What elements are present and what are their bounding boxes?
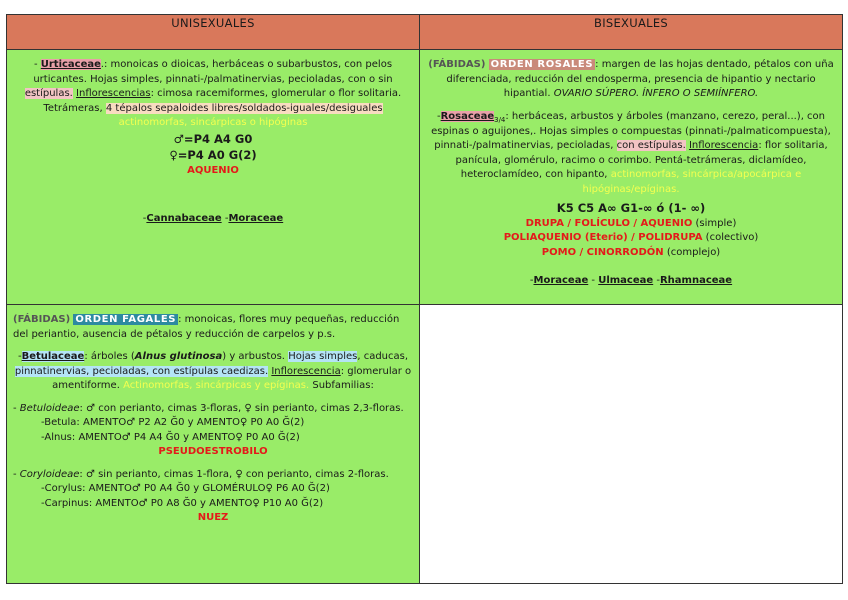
fruit-nuez: NUEZ <box>197 512 229 523</box>
formula-male: ♂=P4 A4 G0 <box>173 131 253 146</box>
subfamily-coryloideae: Coryloideae <box>19 468 80 480</box>
formula-alnus: -Alnus: AMENTO♂ P4 A4 Ğ0 y AMENTO♀ P0 A0 Ğ(2) <box>41 431 300 443</box>
formula-betula: -Betula: AMENTO♂ P2 A2 Ğ0 y AMENTO♀ P0 A0 Ğ(2) <box>41 417 305 428</box>
family-moraceae-2: Moraceae <box>533 275 589 287</box>
fruit-pseudoestrobilo: PSEUDOESTROBILO <box>158 446 268 457</box>
family-cannabaceae: Cannabaceae <box>146 213 222 225</box>
formula-carpinus: -Carpinus: AMENTO♂ P0 A8 Ğ0 y AMENTO♀ P10 A0 Ğ(2) <box>41 497 324 509</box>
header-unisexuales: UNISEXUALES <box>7 15 420 50</box>
formula-rosaceae: K5 C5 A∞ G1-∞ ó (1- ∞) <box>556 201 706 216</box>
formula-corylus: -Corylus: AMENTO♂ P0 A4 Ğ0 y GLOMÉRULO♀ P6 A0 Ğ(2) <box>41 483 330 494</box>
cell-empty <box>420 305 843 584</box>
family-urticaceae: Urticaceae <box>40 59 101 70</box>
family-ulmaceae: Ulmaceae <box>598 275 654 287</box>
cell-urticaceae: - Urticaceae.: monoicas o dioicas, herbáceas o subarbustos, con pelos urticantes. Hojas simples, pinnati-/palmatinervias, pecioladas, con o sin estípulas. Inflorescencias: cimosa racemiformes, glomerular o flor solitaria. Tetrámeras, 4 tépalos sepaloides libres/soldados-iguales/desiguales actinomorfas, sincárpicas o hipóginas ♂=P4 A4 G0 ♀=P4 A0 G(2) AQUENIO -Cannabaceae -Moraceae <box>7 50 420 305</box>
text-yellow: actinomorfas, sincárpicas o hipóginas <box>118 117 308 128</box>
family-rosaceae: Rosaceae <box>440 110 495 122</box>
family-betulaceae: Betulaceae <box>21 351 85 362</box>
cell-rosales: (FÁBIDAS) ORDEN ROSALES : margen de las hojas dentado, pétalos con uña diferenciada, reducción del endosperma, presencia de hipantio y nectario hipantial. OVARIO SÚPERO. ÍNFERO O SEMIÍNFERO. -Rosaceae$_{3/4}$: herbáceas, arbustos y árboles (manzano, cerezo, peral...), con espinas o aguijones,. Hojas simples o compuestas (pinnati-/palmaticompuesta), pinnati-/palmatinervias, pecioladas, con estípulas. Inflorescencia: flor solitaria, panícula, glomérulo, racimo o corimbo. Pentá-tetrámeras, diclamídeo, heteroclamídeo, con hipanto, actinomorfas, sincárpica/apocárpica e hipóginas/epíginas. K5 C5 A∞ G1-∞ ó (1- ∞) DRUPA / FOLÍCULO / AQUENIO (simple) POLIAQUENIO (Eterio) / POLIDRUPA (colectivo) POMO / CINORRODÓN (complejo) -Moraceae - Ulmaceae -Rhamnaceae <box>420 50 843 305</box>
family-rhamnaceae: Rhamnaceae <box>659 275 733 287</box>
family-moraceae: Moraceae <box>228 213 284 225</box>
orden-fagales: ORDEN FAGALES <box>75 314 177 325</box>
formula-female: ♀=P4 A0 G(2) <box>169 148 257 163</box>
fruit-label: AQUENIO <box>187 164 239 176</box>
classification-table <box>6 14 843 584</box>
header-bisexuales: BISEXUALES <box>420 15 843 50</box>
orden-rosales: ORDEN ROSALES <box>490 59 594 70</box>
subfamily-betuloideae: Betuloideae <box>19 402 80 414</box>
cell-fagales: (FÁBIDAS) ORDEN FAGALES : monoicas, flores muy pequeñas, reducción del periantio, ausencia de pétalos y reducción de carpelos y p.s. -Betulaceae: árboles (Alnus glutinosa) y arbustos. Hojas simples, caducas, pinnatinervias, pecioladas, con estípulas caedizas. Inflorescencia: glomerular o amentiforme. Actinomorfas, sincárpicas y epíginas. Subfamilias: - Betuloideae: ♂ con perianto, cimas 3-floras, ♀ sin perianto, cimas 2,3-floras. -Betula: AMENTO♂ P2 A2 Ğ0 y AMENTO♀ P0 A0 Ğ(2) -Alnus: AMENTO♂ P4 A4 Ğ0 y AMENTO♀ P0 A0 Ğ(2) PSEUDOESTROBILO - Coryloideae: ♂ sin perianto, cimas 1-flora, ♀ con perianto, cimas 2-floras. -Corylus: AMENTO♂ P0 A4 Ğ0 y GLOMÉRULO♀ P6 A0 Ğ(2) -Carpinus: AMENTO♂ P0 A8 Ğ0 y AMENTO♀ P10 A0 Ğ(2) NUEZ <box>7 305 420 584</box>
